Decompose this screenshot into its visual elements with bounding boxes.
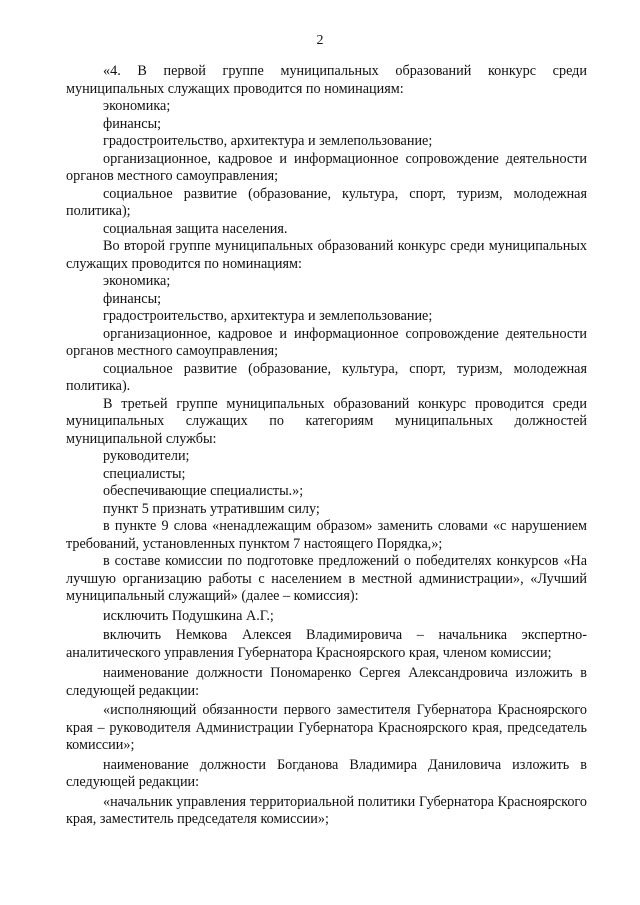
- list-item-social-development: социальное развитие (образование, культура, спорт, туризм, молодежная политика);: [66, 185, 587, 219]
- list-item-organizational-support: организационное, кадровое и информационное сопровождение деятельности органов местного самоуправления;: [66, 150, 587, 184]
- list-item-specialists: специалисты;: [103, 465, 186, 482]
- list-item-urban-planning: градостроительство, архитектура и землепользование;: [103, 133, 433, 149]
- list-item-finance: финансы;: [103, 115, 162, 132]
- list-item-managers: руководители;: [103, 448, 190, 464]
- list-item-finance: финансы;: [103, 290, 162, 307]
- list-item-social-protection: социальная защита населения.: [103, 220, 288, 237]
- paragraph-position-bogdanov-text: «начальник управления территориальной политики Губернатора Красноярского края, заместитель председателя комиссии»;: [66, 793, 587, 827]
- paragraph-item-5-void: пункт 5 признать утратившим силу;: [103, 500, 320, 517]
- paragraph-position-ponomarenko: наименование должности Пономаренко Сергея Александровича изложить в следующей редакции:: [66, 665, 587, 699]
- paragraph-position-ponomarenko-text: «исполняющий обязанности первого заместителя Губернатора Красноярского края – руководителя Администрации Губернатора Красноярского края, председатель комиссии»;: [66, 702, 587, 753]
- document-body: [66, 63, 587, 829]
- paragraph-group-2-intro: Во второй группе муниципальных образований конкурс среди муниципальных служащих проводится по номинациям:: [66, 238, 587, 272]
- list-item-economy: экономика;: [103, 273, 171, 289]
- list-item-economy: экономика;: [103, 98, 171, 114]
- paragraph-group-3-intro: В третьей группе муниципальных образований конкурс проводится среди муниципальных служащих по категориям муниципальных должностей муниципальной службы:: [66, 395, 587, 447]
- paragraph-exclude-member: исключить Подушкина А.Г.;: [103, 607, 274, 624]
- page-number: 2: [316, 33, 324, 48]
- list-item-urban-planning: градостроительство, архитектура и землепользование;: [103, 308, 433, 324]
- paragraph-position-bogdanov: наименование должности Богданова Владимира Даниловича изложить в следующей редакции:: [66, 756, 587, 790]
- paragraph-item-9-amendment: в пункте 9 слова «ненадлежащим образом» заменить словами «с нарушением требований, установленных пунктом 7 настоящего Порядка,»;: [66, 518, 587, 552]
- paragraph-include-member: включить Немкова Алексея Владимировича – начальника экспертно-аналитического управления Губернатора Красноярского края, членом комиссии;: [66, 627, 587, 661]
- paragraph-group-1-intro: «4. В первой группе муниципальных образований конкурс среди муниципальных служащих проводится по номинациям:: [66, 63, 587, 97]
- paragraph-commission-composition: в составе комиссии по подготовке предложений о победителях конкурсов «На лучшую организацию работы с населением в местной администрации», «Лучший муниципальный служащий» (далее – комиссия):: [66, 553, 587, 604]
- list-item-supporting-specialists: обеспечивающие специалисты.»;: [103, 483, 304, 499]
- list-item-organizational-support: организационное, кадровое и информационное сопровождение деятельности органов местного самоуправления;: [66, 325, 587, 359]
- list-item-social-development: социальное развитие (образование, культура, спорт, туризм, молодежная политика).: [66, 360, 587, 394]
